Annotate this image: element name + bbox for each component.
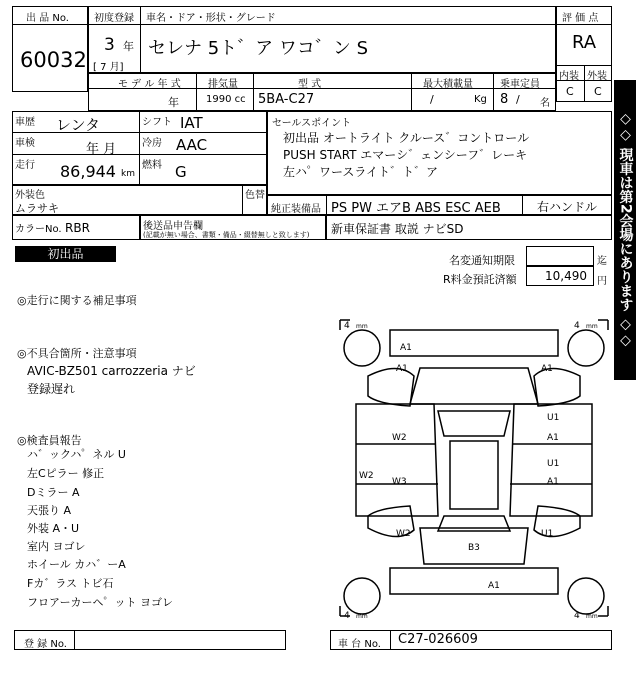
docs-label: 後送品申告欄 — [143, 221, 203, 232]
damage-mark: A1 — [488, 581, 500, 591]
defects-line: 登録遅れ — [27, 382, 76, 396]
max-load-unit: Kg — [474, 94, 487, 105]
tire-rr-unit: mm — [586, 613, 598, 620]
equipment-label: 純正装備品 — [271, 204, 321, 215]
interior-grade: C — [566, 85, 574, 98]
reg-no-label: 登 録 No. — [24, 639, 67, 650]
name-change-field — [526, 246, 594, 266]
history-label: 車歴 — [15, 117, 35, 128]
inspector-line: 室内 ヨゴレ — [27, 540, 86, 553]
chassis-no-label: 車 台 No. — [338, 639, 381, 650]
inspector-line: ハ゛ックハ゜ネル U — [27, 448, 126, 461]
first-listing-badge: 初出品 — [15, 246, 116, 262]
exterior-grade: C — [594, 85, 602, 98]
color-change-label: 色替 — [245, 190, 265, 201]
sales-point-line: 初出品 オートライト クルース゛コントロール — [283, 131, 530, 145]
equipment-value: PS PW エアB ABS ESC AEB — [331, 201, 501, 216]
type-value: 5BA-C27 — [258, 92, 315, 107]
recycle-label: R料金預託済額 — [443, 273, 517, 286]
shift-label: シフト — [142, 117, 172, 128]
venue-notice-banner: ◇◇ 現車は第2会場にあります ◇◇ — [614, 80, 636, 380]
damage-mark: W2 — [392, 433, 407, 443]
damage-mark: W2 — [396, 529, 411, 539]
inspection-label: 車検 — [15, 138, 35, 149]
damage-mark: A1 — [547, 433, 559, 443]
history-value: レンタ — [56, 116, 101, 134]
defects-line: AVIC-BZ501 carrozzeria ナビ — [27, 364, 196, 378]
interior-grade-label: 内装 — [559, 71, 579, 82]
damage-mark: A1 — [541, 364, 553, 374]
tire-rr-depth: 4 — [574, 611, 580, 621]
tire-fr-depth: 4 — [574, 321, 580, 331]
first-reg-month: [ 7 月] — [93, 62, 124, 73]
grade-label: 評 価 点 — [562, 13, 599, 24]
name-change-unit: 迄 — [597, 256, 607, 267]
driving-notes-title: ◎走行に関する補足事項 — [17, 294, 137, 307]
model-year-value: 年 — [168, 96, 179, 109]
max-load-label: 最大積載量 — [423, 79, 473, 90]
name-change-label: 名変通知期限 — [449, 254, 515, 267]
sales-point-line: 左ハ゜ワースライト゛ト゛ア — [283, 165, 439, 179]
damage-mark: A1 — [400, 343, 412, 353]
damage-mark: W3 — [392, 477, 407, 487]
inspector-title: ◎検査員報告 — [17, 434, 82, 447]
damage-mark: B3 — [468, 543, 480, 553]
year-unit: 年 — [123, 40, 134, 53]
capacity-unit: 名 — [540, 98, 550, 109]
chassis-no-value: C27-026609 — [398, 632, 478, 647]
damage-mark: U1 — [541, 529, 554, 539]
inspector-line: 外装 A・U — [27, 522, 80, 535]
tire-fl-unit: mm — [356, 323, 368, 330]
model-year-label: モ デ ル 年 式 — [118, 79, 181, 90]
grade-value: RA — [572, 32, 597, 53]
tire-fl-depth: 4 — [344, 321, 350, 331]
docs-note: (記載が無い場合、書類・備品・綴替無しと致します) — [143, 231, 310, 239]
ac-value: AAC — [176, 136, 208, 154]
inspector-line: Fカ゛ラス トビ石 — [27, 577, 114, 590]
tire-rl-depth: 4 — [344, 611, 350, 621]
damage-mark: A1 — [547, 477, 559, 487]
recycle-value: 10,490 — [545, 269, 587, 283]
displacement-label: 排気量 — [208, 79, 238, 90]
fuel-label: 燃料 — [142, 160, 162, 171]
defects-title: ◎不具合箇所・注意事項 — [17, 347, 137, 360]
first-reg-year: 3 — [104, 35, 115, 55]
sales-points-label: セールスポイント — [272, 118, 352, 129]
inspector-line: フロアーカーヘ゜ット ヨゴレ — [27, 596, 173, 609]
color-no-value: RBR — [65, 221, 90, 235]
mileage-value: 86,944 — [60, 162, 116, 181]
inspector-line: 左Cピラー 修正 — [27, 467, 105, 480]
exterior-grade-label: 外装 — [587, 71, 607, 82]
first-reg-label: 初度登録 — [94, 13, 134, 24]
capacity-value: 8 — [500, 92, 509, 107]
inspector-line: 天張り A — [27, 504, 72, 517]
type-label: 型 式 — [298, 79, 322, 90]
capacity-label: 乗車定員 — [500, 79, 540, 90]
steering-value: 右ハンドル — [537, 200, 598, 214]
inspector-line: Dミラー A — [27, 486, 80, 499]
damage-mark: U1 — [547, 413, 560, 423]
tire-fr-unit: mm — [586, 323, 598, 330]
max-load-value: / — [430, 93, 434, 106]
tire-rl-unit: mm — [356, 613, 368, 620]
damage-mark: W2 — [359, 471, 374, 481]
damage-mark: U1 — [547, 459, 560, 469]
lot-label: 出 品 No. — [26, 13, 69, 24]
ext-color-label: 外装色 — [15, 190, 45, 201]
inspector-line: ホイール カハ゛ーA — [27, 558, 126, 571]
shift-value: IAT — [180, 114, 203, 132]
ext-color-value: ムラサキ — [15, 202, 59, 215]
color-no-label: カラーNo. — [15, 224, 62, 235]
recycle-unit: 円 — [597, 276, 607, 287]
capacity-sep: / — [516, 93, 520, 106]
vehicle-name-label: 車名・ドア・形状・グレード — [146, 13, 276, 24]
mileage-unit: km — [121, 169, 135, 179]
mileage-label: 走行 — [15, 160, 35, 171]
warranty-value: 新車保証書 取説 ナビSD — [331, 222, 464, 236]
damage-mark: A1 — [396, 364, 408, 374]
displacement-value: 1990 cc — [206, 94, 246, 105]
vehicle-name: セレナ 5ト゛ア ワコ゛ン S — [148, 38, 369, 59]
ac-label: 冷房 — [142, 138, 162, 149]
sales-point-line: PUSH START エマーシ゛ェンシーフ゛レーキ — [283, 148, 528, 162]
inspection-value: 年 月 — [86, 142, 117, 157]
fuel-value: G — [175, 163, 187, 181]
lot-number: 60032 — [20, 48, 87, 72]
car-damage-diagram — [338, 316, 610, 623]
